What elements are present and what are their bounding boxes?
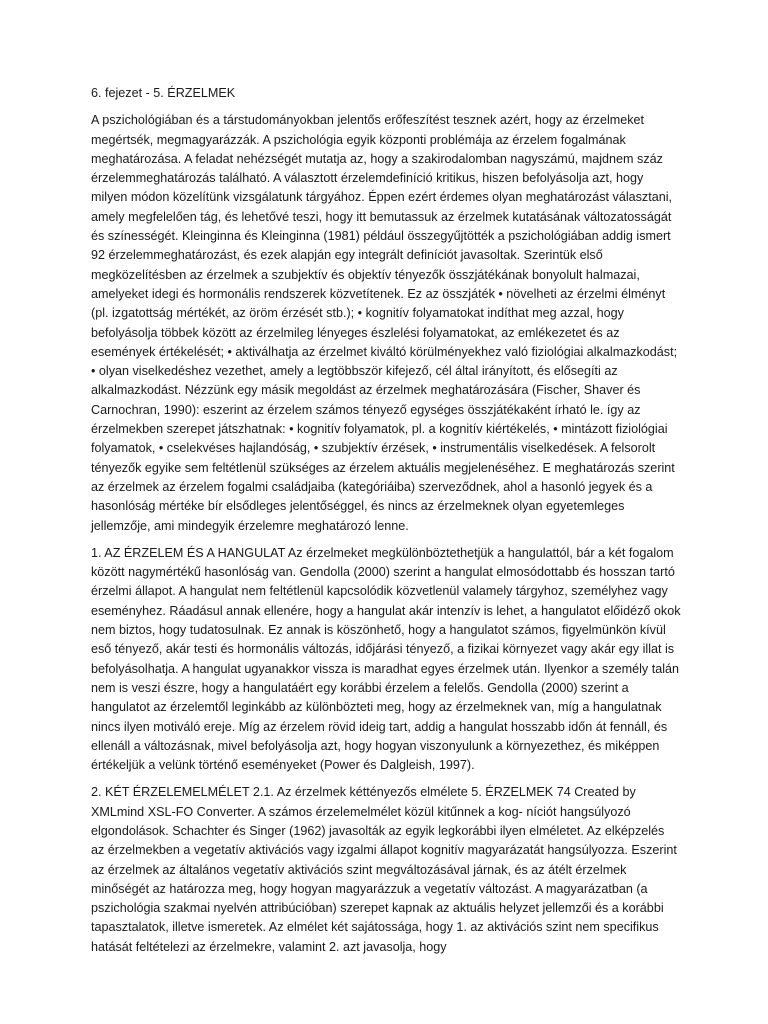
document-page: [91, 84, 681, 965]
intro-paragraph: A pszichológiában és a társtudományokban jelentős erőfeszítést tesznek azért, hogy az érzelmeket megértsék, megmagyarázzák. A pszichológia egyik központi problémája az érzelem fogalmának meghatározása. A feladat nehézségét mutatja az, hogy a szakirodalomban nagyszámú, majdnem száz érzelemmeghatározás található. A választott érzelemdefiníció kritikus, hiszen befolyásolja azt, hogy milyen módon közelítünk vizsgálatunk tárgyához. Éppen ezért érdemes olyan meghatározást választani, amely megfelelően tág, és lehetővé teszi, hogy itt bemutassuk az érzelmek kutatásának változatosságát és színességét. Kleinginna és Kleinginna (1981) például összegyűjtötték a pszichológiában addig ismert 92 érzelemmeghatározást, és ezek alapján egy integrált definíciót javasoltak. Szerintük első megközelítésben az érzelmek a szubjektív és objektív tényezők összjátékának bonyolult halmazai, amelyeket idegi és hormonális rendszerek közvetítenek. Ez az összjáték • növelheti az érzelmi élményt (pl. izgatottság mértékét, az öröm érzését stb.); • kognitív folyamatokat indíthat meg azzal, hogy befolyásolja többek között az érzelmileg lényeges észlelési folyamatokat, az emlékezetet és az események értékelését; • aktiválhatja az érzelmet kiváltó körülményekhez való fiziológiai alkalmazkodást; • olyan viselkedéshez vezethet, amely a legtöbbször kifejező, cél által irányított, és elősegíti az alkalmazkodást. Nézzünk egy másik megoldást az érzelmek meghatározására (Fischer, Shaver és Carnochran, 1990): eszerint az érzelem számos tényező egységes összjátékaként írható le. így az érzelmekben szerepet játszhatnak: • kognitív folyamatok, pl. a kognitív kiértékelés, • mintázott fiziológiai folyamatok, • cselekvéses hajlandóság, • szubjektív érzések, • instrumentális viselkedések. A felsorolt tényezők egyike sem feltétlenül szükséges az érzelem aktuális megjelenéséhez. E meghatározás szerint az érzelmek az érzelem fogalmi családjaiba (kategóriáiba) szerveződnek, ahol a hasonló jegyek és a hasonlóság mértéke bír elsődleges jelentőséggel, és nincs az érzelmeknek olyan egyetemleges jellemzője, ami mindegyik érzelemre meghatározó lenne.: [91, 113, 678, 533]
two-emotion-theories-paragraph: 2. KÉT ÉRZELEMELMÉLET 2.1. Az érzelmek kéttényezős elmélete 5. ÉRZELMEK 74 Created by XMLmind XSL-FO Converter. A számos érzelemelmélet közül kitűnnek a kog- níciót hangsúlyozó elgondolások. Schachter és Singer (1962) javasolták az egyik legkorábbi ilyen elméletet. Az elképzelés az érzelmekben a vegetatív aktivációs vagy izgalmi állapot kognitív magyarázatát hangsúlyozza. Eszerint az érzelmek az általános vegetatív aktivációs szint megváltozásával járnak, és az átélt érzelmek minőségét az határozza meg, hogy hogyan magyarázzuk a vegetatív változást. A magyarázatban (a pszichológia szakmai nyelvén attribúcióban) szerepet kapnak az aktuális helyzet jellemzői és a korábbi tapasztalatok, illetve ismeretek. Az elmélet két sajátossága, hogy 1. az aktivációs szint nem specifikus hatását feltételezi az érzelmekre, valamint 2. azt javasolja, hogy: [91, 785, 677, 954]
emotion-and-mood-paragraph: 1. AZ ÉRZELEM ÉS A HANGULAT Az érzelmeket megkülönböztethetjük a hangulattól, bár a két fogalom között nagymértékű hasonlóság van. Gendolla (2000) szerint a hangulat elmosódottabb és hosszan tartó érzelmi állapot. A hangulat nem feltétlenül kapcsolódik közvetlenül valamely tárgyhoz, személyhez vagy eseményhez. Ráadásul annak ellenére, hogy a hangulat akár intenzív is lehet, a hangulatot előidéző okok nem biztos, hogy tudatosulnak. Ez annak is köszönhető, hogy a hangulatot számos, figyelmünkön kívül eső tényező, akár testi és hormonális változás, időjárási tényező, a fizikai környezet vagy akár egy illat is befolyásolhatja. A hangulat ugyanakkor vissza is maradhat egyes érzelmek után. Ilyenkor a személy talán nem is veszi észre, hogy a hangulatáért egy korábbi érzelem a felelős. Gendolla (2000) szerint a hangulatot az érzelemtől leginkább az különbözteti meg, hogy az érzelmeknek van, míg a hangulatnak nincs ilyen motiváló ereje. Míg az érzelem rövid ideig tart, addig a hangulat hosszabb időn át fennáll, és ellenáll a változásnak, mivel befolyásolja azt, hogy hogyan viszonyulunk a környezethez, és miképpen értékeljük a velünk történő eseményeket (Power és Dalgleish, 1997).: [91, 545, 681, 773]
chapter-heading: 6. fejezet - 5. ÉRZELMEK: [91, 86, 236, 100]
